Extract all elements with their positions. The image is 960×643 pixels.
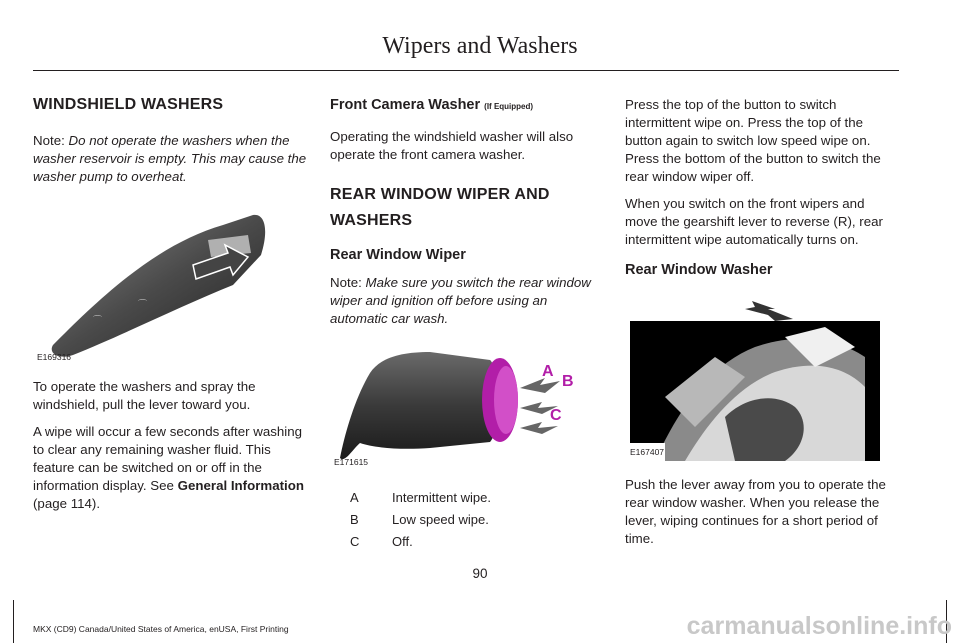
heading-text: Front Camera Washer [330, 97, 481, 113]
callout-b: B [562, 373, 574, 390]
rear-window-washer-heading: Rear Window Washer [625, 262, 773, 278]
column-1 [33, 96, 308, 522]
note-text: Make sure you switch the rear window wiper and ignition off before using an automatic car wash. [330, 275, 591, 326]
note-label: Note: [33, 133, 65, 148]
caption-row [330, 509, 602, 531]
heading-line-2: WASHERS [330, 212, 413, 229]
caption-row [330, 487, 602, 509]
figure-code: E171615 [334, 457, 369, 467]
note-rear-wiper [330, 274, 602, 328]
wiper-lever-illustration [33, 195, 273, 370]
callout-a: A [542, 363, 554, 380]
front-camera-washer-heading [330, 96, 602, 116]
paragraph: Push the lever away from you to operate the rear window washer. When you release the lever, wiping continues for a short period of time. [625, 477, 886, 546]
rear-window-wiper-heading: Rear Window Wiper [330, 247, 466, 263]
note-label: Note: [330, 275, 362, 290]
caption-key: B [350, 512, 359, 527]
figure-code: E167407 [629, 443, 665, 461]
rear-washer-figure [625, 297, 880, 462]
corner-mark [13, 600, 14, 643]
paragraph: Operating the windshield washer will also operate the front camera washer. [330, 129, 574, 162]
paragraph: Press the top of the button to switch intermittent wipe on. Press the top of the button again to switch low speed wipe on. Press the bottom of the button to switch the rear window wiper off. [625, 97, 881, 184]
lever-figure [33, 195, 273, 370]
caption-key: C [350, 534, 360, 549]
page-header-title: Wipers and Washers [382, 33, 578, 59]
caption-text: Intermittent wipe. [392, 490, 491, 505]
paragraph [33, 423, 308, 513]
rear-window-heading [330, 182, 602, 234]
note-windshield [33, 132, 308, 186]
page-ref: (page 114). [33, 496, 101, 511]
general-information-link[interactable]: General Information [177, 478, 304, 493]
rear-wiper-button-figure [330, 338, 575, 473]
rear-washer-lever-illustration [625, 297, 880, 462]
paragraph-text: A wipe will occur a few seconds after washing to clear any remaining washer fluid. This feature can be switched on or off in the information display. See [33, 424, 303, 493]
if-equipped-suffix: (If Equipped) [484, 102, 534, 111]
svg-text:⌒: ⌒ [93, 316, 103, 326]
header-rule [33, 70, 899, 71]
caption-key: A [350, 490, 359, 505]
note-text: Do not operate the washers when the washer reservoir is empty. This may cause the washer pump to overheat. [33, 133, 307, 184]
edition-info: MKX (CD9) Canada/United States of America, enUSA, First Printing [33, 624, 289, 634]
caption-list [330, 487, 602, 553]
watermark: carmanualsonline.info [686, 612, 952, 640]
caption-row [330, 531, 602, 553]
svg-text:⌒: ⌒ [138, 300, 148, 310]
caption-text: Low speed wipe. [392, 512, 489, 527]
page-number: 90 [472, 566, 488, 581]
windshield-washers-heading: WINDSHIELD WASHERS [33, 96, 224, 113]
callout-c: C [550, 407, 562, 424]
column-2 [330, 96, 602, 553]
column-3 [625, 96, 900, 557]
figure-code: E169316 [37, 352, 72, 362]
paragraph: To operate the washers and spray the windshield, pull the lever toward you. [33, 379, 256, 412]
heading-line-1: REAR WINDOW WIPER AND [330, 186, 550, 203]
caption-text: Off. [392, 534, 413, 549]
paragraph: When you switch on the front wipers and move the gearshift lever to reverse (R), rear intermittent wipe automatically turns on. [625, 196, 883, 247]
